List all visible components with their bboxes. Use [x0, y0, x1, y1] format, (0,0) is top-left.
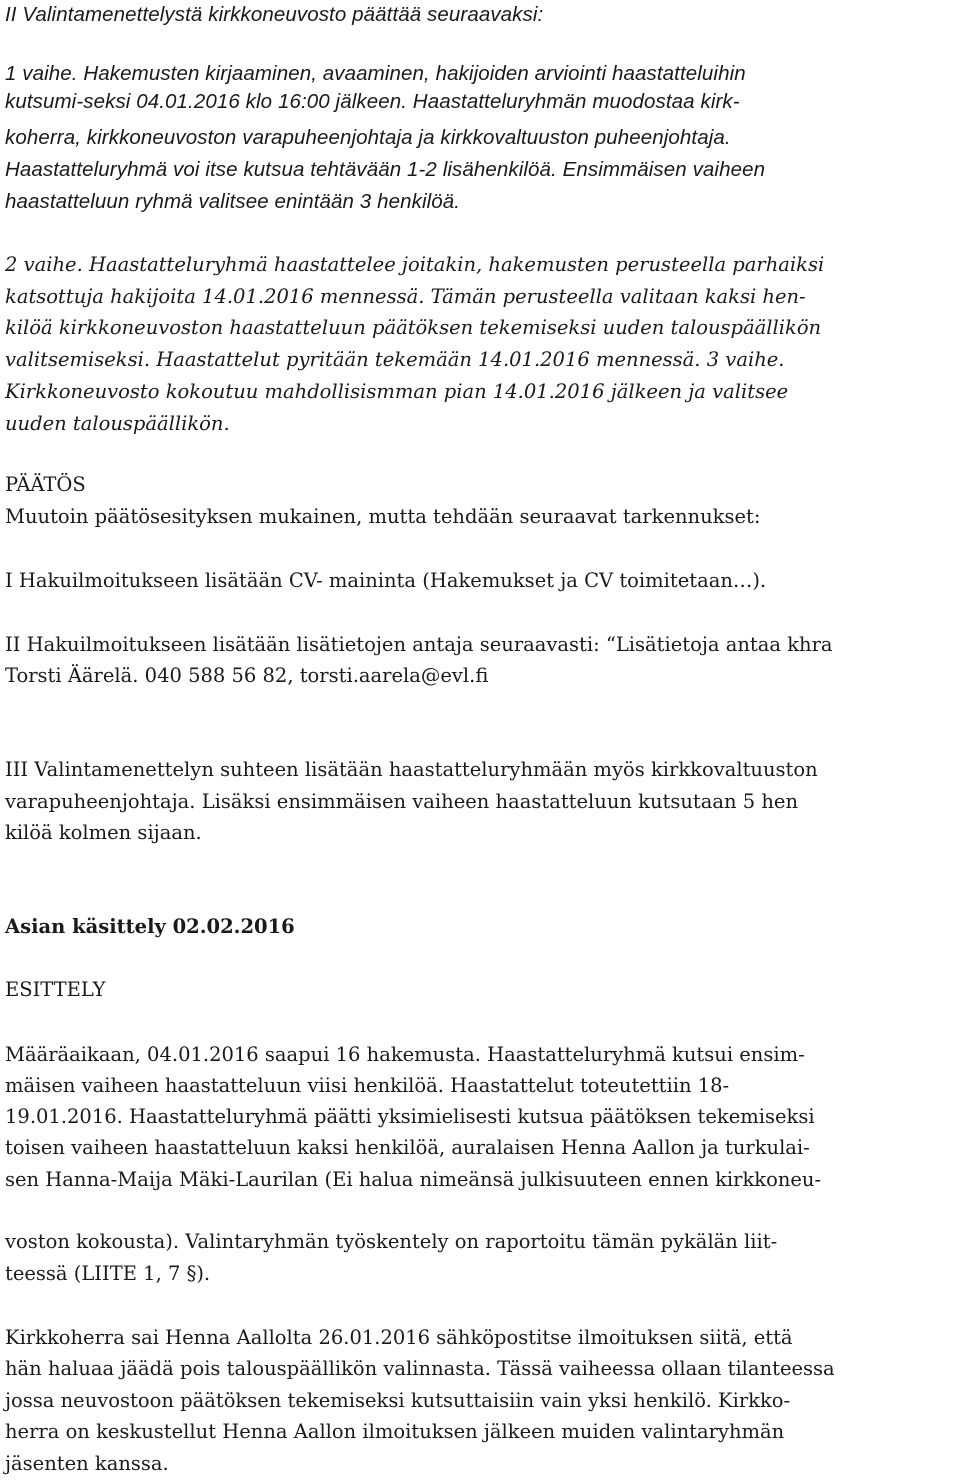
section-heading-ii: II Valintamenettelystä kirkkoneuvosto päättää seuraavaksi: [5, 3, 544, 26]
esittely-heading: ESITTELY [5, 978, 106, 1001]
text-line: herra on keskustellut Henna Aallon ilmoituksen jälkeen muiden valintaryhmän [5, 1420, 785, 1443]
decision-item-2: II Hakuilmoitukseen lisätään lisätietojen antaja seuraavasti: “Lisätietoja antaa khra [5, 633, 833, 656]
text-line: teessä (LIITE 1, 7 §). [5, 1262, 211, 1285]
text-line: sen Hanna-Maija Mäki-Laurilan (Ei halua nimeänsä julkisuuteen ennen kirkkoneu- [5, 1168, 822, 1191]
text-line: hän haluaa jäädä pois talouspäällikön valinnasta. Tässä vaiheessa ollaan tilanteessa [5, 1357, 835, 1380]
text-line: toisen vaiheen haastatteluun kaksi henkilöä, auralaisen Henna Aallon ja turkulai- [5, 1136, 810, 1159]
paatos-heading: PÄÄTÖS [5, 473, 86, 496]
text-line: haastatteluun ryhmä valitsee enintään 3 henkilöä. [5, 190, 461, 213]
text-line: Määräaikaan, 04.01.2016 saapui 16 hakemusta. Haastatteluryhmä kutsui ensim- [5, 1043, 805, 1066]
text-line: mäisen vaiheen haastatteluun viisi henkilöä. Haastattelut toteutettiin 18- [5, 1074, 730, 1097]
paatos-intro: Muutoin päätösesityksen mukainen, mutta tehdään seuraavat tarkennukset: [5, 505, 761, 528]
decision-item-3-cont: varapuheenjohtaja. Lisäksi ensimmäisen vaiheen haastatteluun kutsutaan 5 hen [5, 790, 799, 813]
text-line: uuden talouspäällikön. [5, 412, 230, 435]
text-line: jäsenten kanssa. [5, 1452, 169, 1475]
text-line: Kirkkoherra sai Henna Aallolta 26.01.2016 sähköpostitse ilmoituksen siitä, että [5, 1326, 793, 1349]
asian-kasittely-heading: Asian käsittely 02.02.2016 [5, 915, 295, 938]
text-line: valitsemiseksi. Haastattelut pyritään tekemään 14.01.2016 mennessä. 3 vaihe. [5, 348, 785, 371]
decision-item-1: I Hakuilmoitukseen lisätään CV- maininta (Hakemukset ja CV toimitetaan…). [5, 569, 767, 592]
decision-item-3: III Valintamenettelyn suhteen lisätään haastatteluryhmään myös kirkkovaltuuston [5, 758, 818, 781]
text-line: kilöä kirkkoneuvoston haastatteluun päätöksen tekemiseksi uuden talouspäällikön [5, 316, 822, 339]
text-line: katsottuja hakijoita 14.01.2016 mennessä. Tämän perusteella valitaan kaksi hen- [5, 285, 806, 308]
decision-item-2-cont: Torsti Äärelä. 040 588 56 82, torsti.aarela@evl.fi [5, 664, 489, 687]
text-line: 2 vaihe. Haastatteluryhmä haastattelee joitakin, hakemusten perusteella parhaiksi [5, 253, 825, 276]
text-line: Haastatteluryhmä voi itse kutsua tehtävään 1-2 lisähenkilöä. Ensimmäisen vaiheen [5, 158, 766, 181]
decision-item-3-cont: kilöä kolmen sijaan. [5, 821, 202, 844]
text-line: Kirkkoneuvosto kokoutuu mahdollisismman pian 14.01.2016 jälkeen ja valitsee [5, 380, 789, 403]
text-line: koherra, kirkkoneuvoston varapuheenjohtaja ja kirkkovaltuuston puheenjohtaja. [5, 126, 731, 149]
text-line: kutsumi-seksi 04.01.2016 klo 16:00 jälkeen. Haastatteluryhmän muodostaa kirk- [5, 90, 740, 113]
text-line: jossa neuvostoon päätöksen tekemiseksi kutsuttaisiin vain yksi henkilö. Kirkko- [5, 1389, 791, 1412]
text-line: 19.01.2016. Haastatteluryhmä päätti yksimielisesti kutsua päätöksen tekemiseksi [5, 1105, 815, 1128]
text-line: voston kokousta). Valintaryhmän työskentely on raportoitu tämän pykälän liit- [5, 1230, 778, 1253]
text-line: 1 vaihe. Hakemusten kirjaaminen, avaaminen, hakijoiden arviointi haastatteluihin [5, 62, 746, 85]
